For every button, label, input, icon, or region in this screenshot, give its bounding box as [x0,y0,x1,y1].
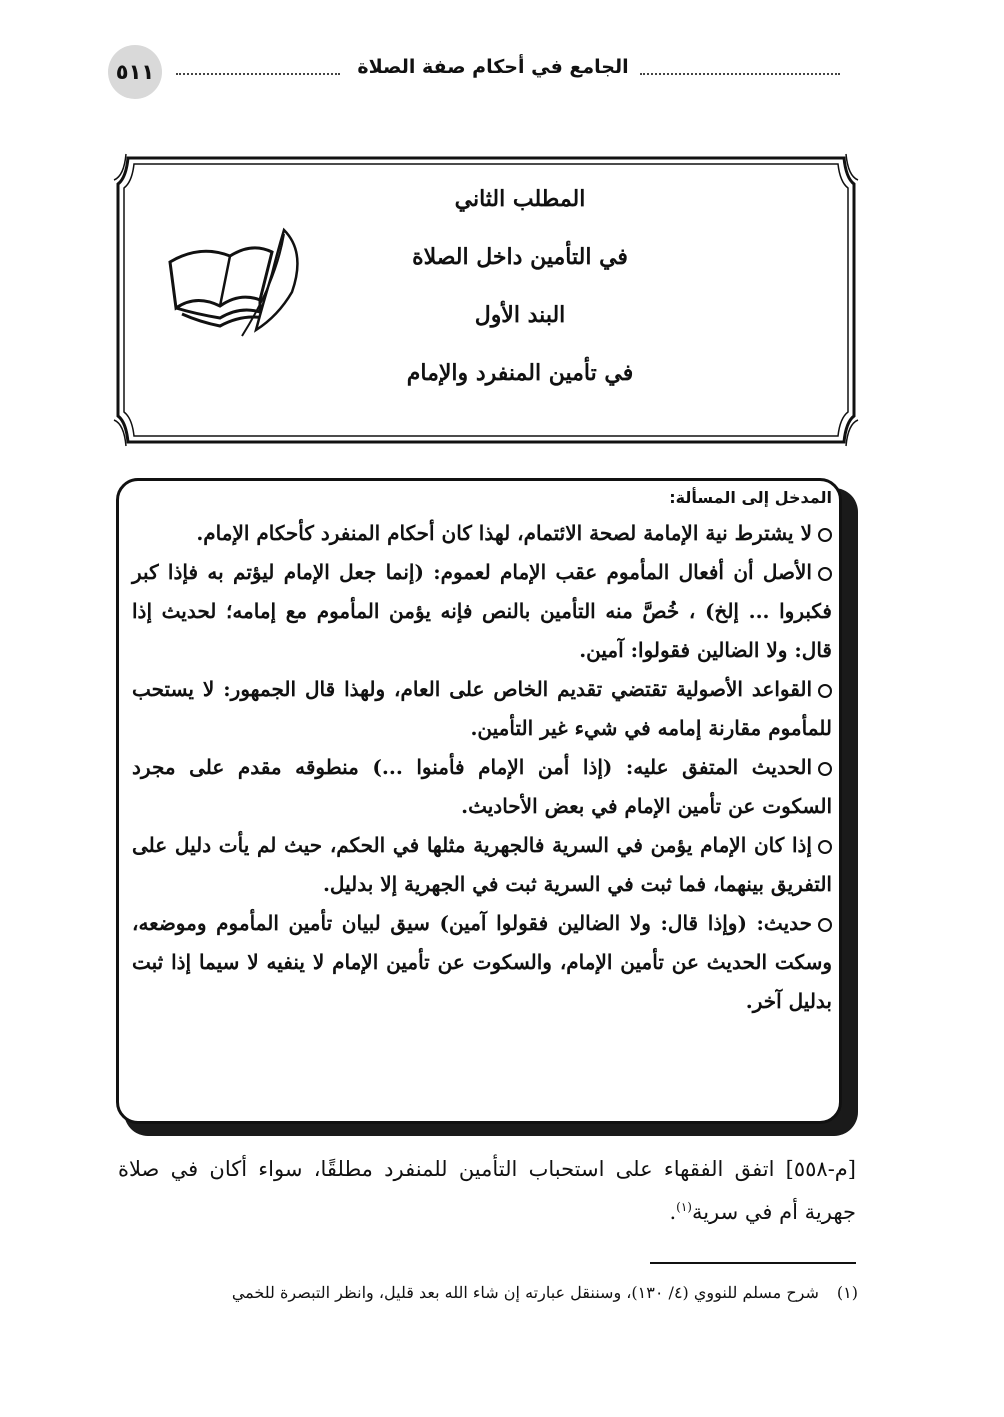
footnote-separator [650,1262,856,1264]
summary-item-text: إذا كان الإمام يؤمن في السرية فالجهرية مثلها في الحكم، حيث لم يأت دليل على التفريق بينهما، فما ثبت في السرية ثبت في الجهرية إلا بدليل. [132,833,832,896]
summary-item-text: الحديث المتفق عليه: (إذا أمن الإمام فأمنوا ...) منطوقه مقدم على مجرد السكوت عن تأمين الإمام في بعض الأحاديث. [132,755,832,818]
circle-bullet-icon [818,840,832,854]
footnote-text: شرح مسلم للنووي (٤/ ١٣٠)، وسننقل عبارته إن شاء الله بعد قليل، وانظر التبصرة للخمي [231,1283,819,1302]
footnote-reference[interactable]: (١) [676,1200,692,1214]
circle-bullet-icon [818,918,832,932]
circle-bullet-icon [818,684,832,698]
summary-item [132,553,832,670]
running-title: الجامع في أحكام صفة الصلاة [357,56,629,78]
paragraph-end: . [669,1200,677,1224]
summary-item [132,514,832,553]
summary-item [132,748,832,826]
circle-bullet-icon [818,528,832,542]
section-title: المطلب الثاني [454,186,586,212]
clause-title: البند الأول [474,302,566,328]
footnote [110,1280,858,1306]
body-paragraph [118,1148,856,1234]
summary-item [132,826,832,904]
footnote-marker: (١) [836,1283,858,1302]
book-quill-icon [160,222,312,340]
summary-item-text: القواعد الأصولية تقتضي تقديم الخاص على العام، ولهذا قال الجمهور: لا يستحب للمأموم مقارنة إمامه في شيء غير التأمين. [132,677,832,740]
circle-bullet-icon [818,762,832,776]
circle-bullet-icon [818,567,832,581]
header-dotted-rule [640,73,840,75]
paragraph-text: [م-٥٥٨] اتفق الفقهاء على استحباب التأمين للمنفرد مطلقًا، سواء أكان في صلاة جهرية أم في سرية [118,1157,856,1224]
summary-item-text: لا يشترط نية الإمامة لصحة الائتمام، لهذا كان أحكام المنفرد كأحكام الإمام. [196,521,812,545]
summary-item-text: الأصل أن أفعال المأموم عقب الإمام لعموم: (إنما جعل الإمام ليؤتم به فإذا كبر فكبروا ... إلخ) ، خُصَّ منه التأمين بالنص فإنه يؤمن المأموم مع إمامه؛ لحديث إذا قال: ولا الضالين فقولوا: آمين. [132,560,832,662]
page-number: ٥١١ [108,45,162,99]
summary-heading: المدخل إلى المسألة: [669,488,832,507]
summary-content [132,482,832,1021]
section-subtitle: في التأمين داخل الصلاة [412,244,628,270]
summary-item [132,904,832,1021]
summary-item [132,670,832,748]
summary-item-text: حديث: (وإذا قال: ولا الضالين فقولوا آمين) سيق لبيان تأمين المأموم وموضعه، وسكت الحديث عن تأمين الإمام، والسكوت عن تأمين الإمام لا ينفيه لا سيما إذا ثبت بدليل آخر. [132,911,832,1013]
header-dotted-rule [176,73,340,75]
clause-subtitle: في تأمين المنفرد والإمام [406,360,634,386]
